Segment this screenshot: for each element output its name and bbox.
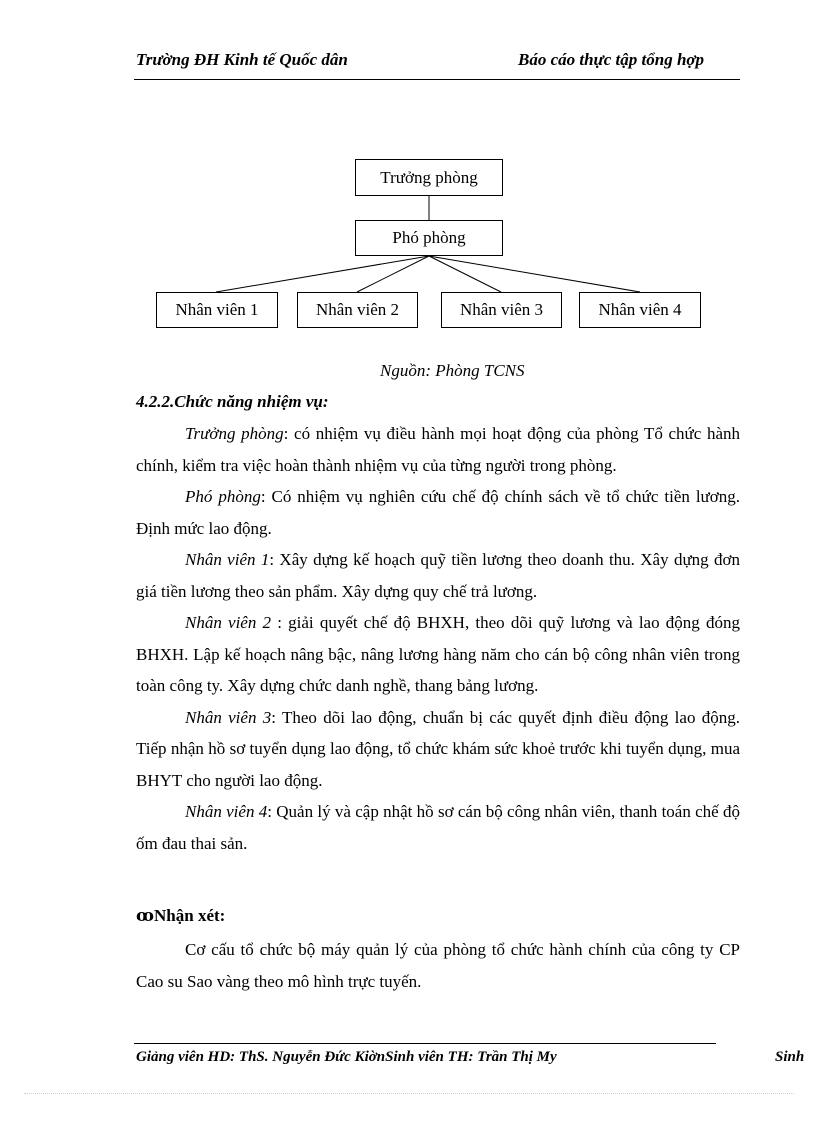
duty-term: Nhân viên 3	[185, 707, 272, 727]
box-deputy: Phó phòng	[355, 220, 503, 256]
duty-paragraph	[136, 544, 740, 607]
page-bottom-rule	[24, 1093, 794, 1094]
remark-text: Cơ cấu tổ chức bộ máy quản lý của phòng tổ chức hành chính của công ty CP Cao su Sao vàng theo mô hình trực tuyến.	[136, 940, 740, 991]
duty-text: : có nhiệm vụ điều hành mọi hoạt động của phòng Tổ chức hành chính, kiểm tra việc hoàn thành nhiệm vụ của từng người trong phòng.	[136, 424, 740, 475]
duty-text: : Xây dựng kế hoạch quỹ tiền lương theo doanh thu. Xây dựng đơn giá tiền lương theo sản phẩm. Xây dựng quy chế trả lương.	[136, 550, 740, 601]
remark-body	[136, 934, 740, 997]
footer-right: Sinh	[775, 1049, 805, 1065]
remark-bullet-icon: ꝏ	[136, 906, 155, 925]
duty-paragraph	[136, 418, 740, 481]
remark-heading	[136, 906, 225, 926]
header-school: Trường ĐH Kinh tế Quốc dân	[136, 50, 348, 69]
remark-title: Nhận xét:	[154, 906, 226, 925]
duty-term: Nhân viên 2	[185, 613, 272, 632]
duty-paragraph	[136, 796, 740, 859]
org-chart	[0, 0, 816, 340]
duty-text: : giải quyết chế độ BHXH, theo dõi quỹ lương và lao động đóng BHXH. Lập kế hoạch nâng bậc, nâng lương hàng năm cho cán bộ công nhân viên trong toàn công ty. Xây dựng chức danh nghề, thang bảng lương.	[136, 613, 740, 695]
chart-source: Nguồn: Phòng TCNS	[380, 361, 525, 380]
section-heading: 4.2.2.Chức năng nhiệm vụ:	[136, 392, 329, 411]
duty-text: : Theo dõi lao động, chuẩn bị các quyết định điều động lao động. Tiếp nhận hồ sơ tuyển dụng lao động, tổ chức khám sức khoẻ trước khi tuyển dụng, mua BHYT cho người lao động.	[136, 707, 740, 790]
box-staff-4: Nhân viên 4	[579, 292, 701, 328]
duty-term: Nhân viên 4	[185, 802, 268, 821]
duty-paragraph	[136, 702, 740, 797]
duty-paragraph	[136, 481, 740, 544]
duty-term: Nhân viên 1	[185, 550, 270, 569]
header-report-title: Báo cáo thực tập tổng hợp	[518, 50, 705, 69]
duty-text: : Có nhiệm vụ nghiên cứu chế độ chính sách về tổ chức tiền lương. Định mức lao động.	[136, 487, 741, 538]
duty-term: Trưởng phòng	[185, 424, 284, 443]
duty-term: Phó phòng	[185, 487, 261, 506]
footer-divider	[134, 1043, 716, 1044]
duties-list	[136, 418, 740, 859]
footer-credits: Giảng viên HD: ThS. Nguyễn Đức KiờnSinh viên TH: Trần Thị My	[136, 1049, 557, 1065]
duty-text: : Quản lý và cập nhật hồ sơ cán bộ công nhân viên, thanh toán chế độ ốm đau thai sản.	[136, 802, 741, 853]
box-staff-3: Nhân viên 3	[441, 292, 562, 328]
box-staff-1: Nhân viên 1	[156, 292, 278, 328]
box-staff-2: Nhân viên 2	[297, 292, 418, 328]
duty-paragraph	[136, 607, 740, 702]
box-head: Trưởng phòng	[355, 159, 503, 196]
